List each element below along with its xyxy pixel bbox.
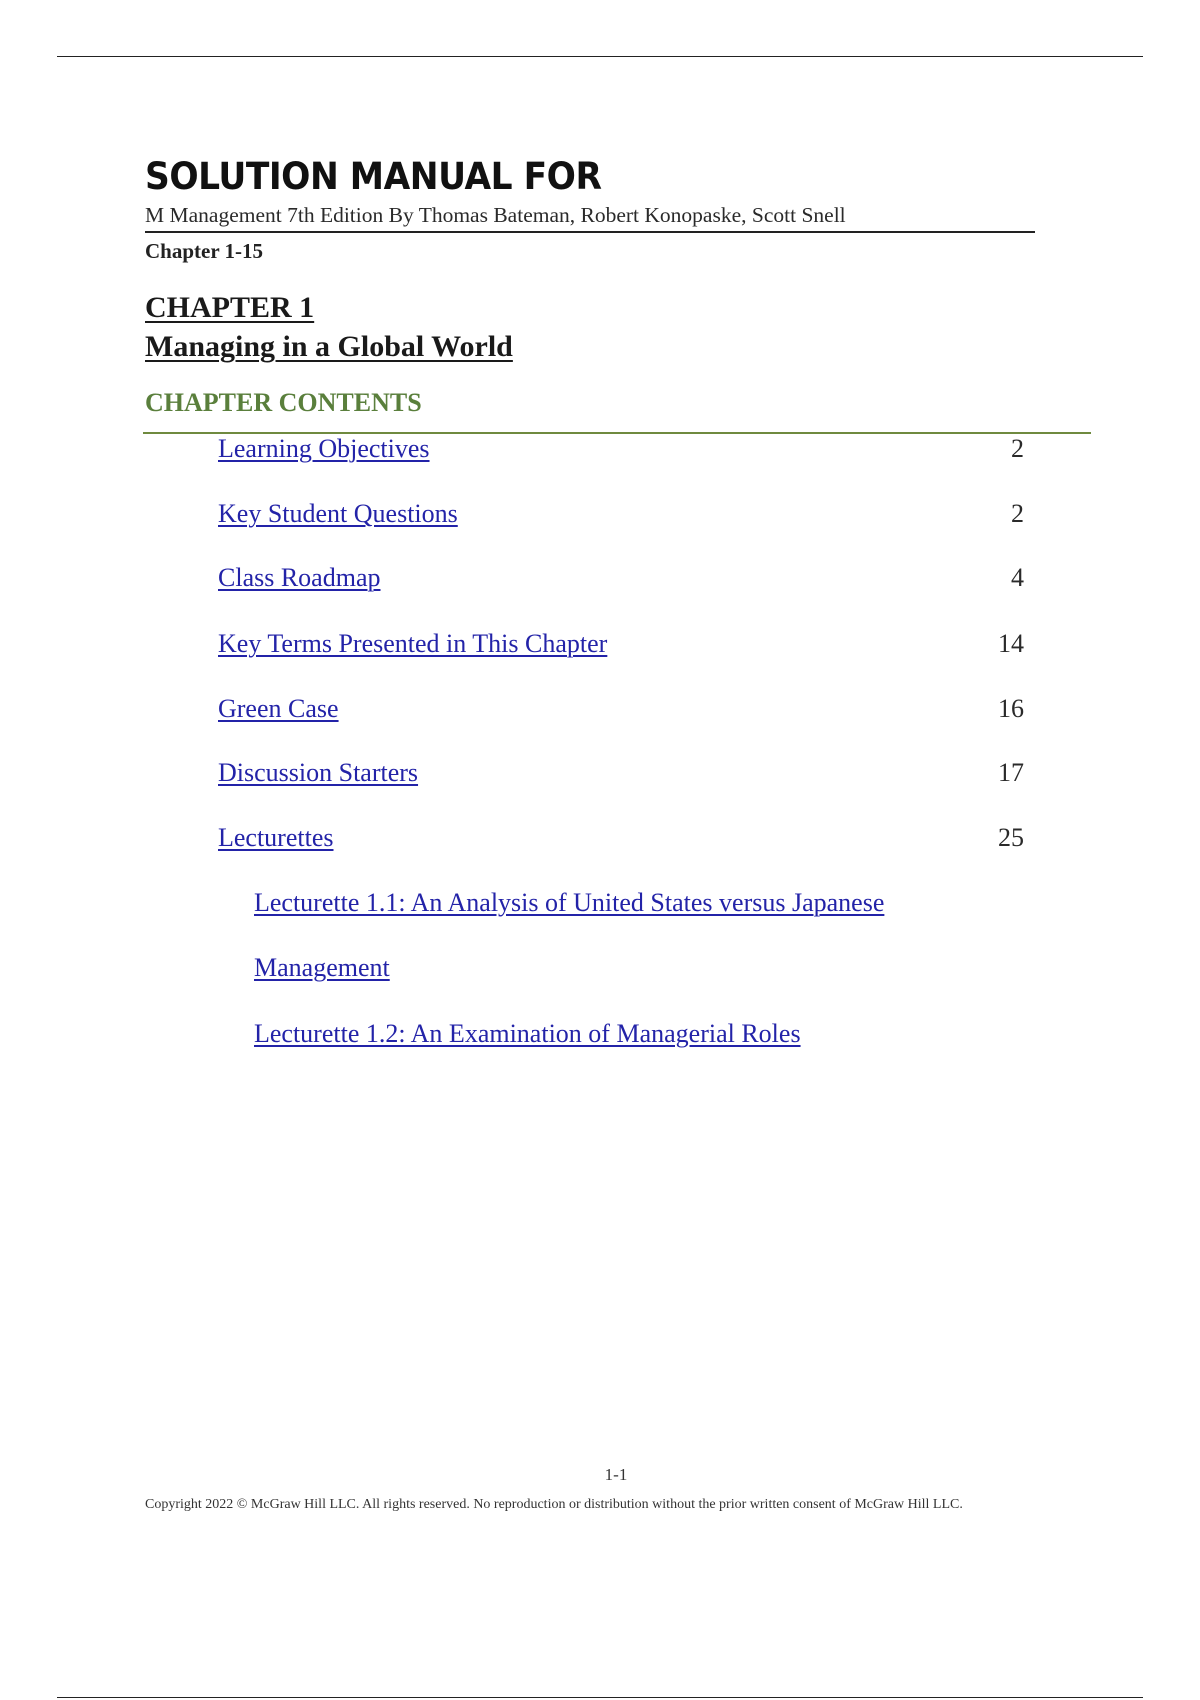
top-rule <box>57 56 1143 57</box>
contents-heading: CHAPTER CONTENTS <box>145 388 422 417</box>
toc-link-key-terms[interactable]: Key Terms Presented in This Chapter <box>218 629 608 658</box>
chapter-title: Managing in a Global World <box>145 330 513 363</box>
chapter-number: CHAPTER 1 <box>145 291 315 324</box>
toc-link-lecturette-1-1-continued[interactable]: Management <box>254 953 390 982</box>
document-title: SOLUTION MANUAL FOR <box>145 155 602 198</box>
toc-link-lecturettes[interactable]: Lecturettes <box>218 823 334 852</box>
toc-link-discussion-starters[interactable]: Discussion Starters <box>218 758 419 787</box>
toc-link-green-case[interactable]: Green Case <box>218 694 339 723</box>
toc-page-number: 14 <box>998 629 1024 658</box>
toc-page-number: 17 <box>998 758 1024 787</box>
toc-page-number: 4 <box>1011 563 1024 592</box>
toc-link-lecturette-1-1[interactable]: Lecturette 1.1: An Analysis of United States versus Japanese <box>254 888 885 917</box>
toc-page-number: 25 <box>998 823 1024 852</box>
copyright-notice: Copyright 2022 © McGraw Hill LLC. All rights reserved. No reproduction or distribution without the prior written consent of McGraw Hill LLC. <box>145 1497 963 1512</box>
toc-link-learning-objectives[interactable]: Learning Objectives <box>218 434 430 463</box>
toc-link-class-roadmap[interactable]: Class Roadmap <box>218 563 381 592</box>
toc-page-number: 2 <box>1011 499 1024 528</box>
toc-link-lecturette-1-2[interactable]: Lecturette 1.2: An Examination of Managerial Roles <box>254 1019 801 1048</box>
document-subtitle: M Management 7th Edition By Thomas Bateman, Robert Konopaske, Scott Snell <box>145 203 1035 233</box>
bottom-rule <box>57 1697 1143 1698</box>
toc-page-number: 2 <box>1011 434 1024 463</box>
toc-page-number: 16 <box>998 694 1024 723</box>
toc-link-key-student-questions[interactable]: Key Student Questions <box>218 499 458 528</box>
chapter-range: Chapter 1-15 <box>145 239 264 263</box>
page-number: 1-1 <box>604 1465 628 1484</box>
